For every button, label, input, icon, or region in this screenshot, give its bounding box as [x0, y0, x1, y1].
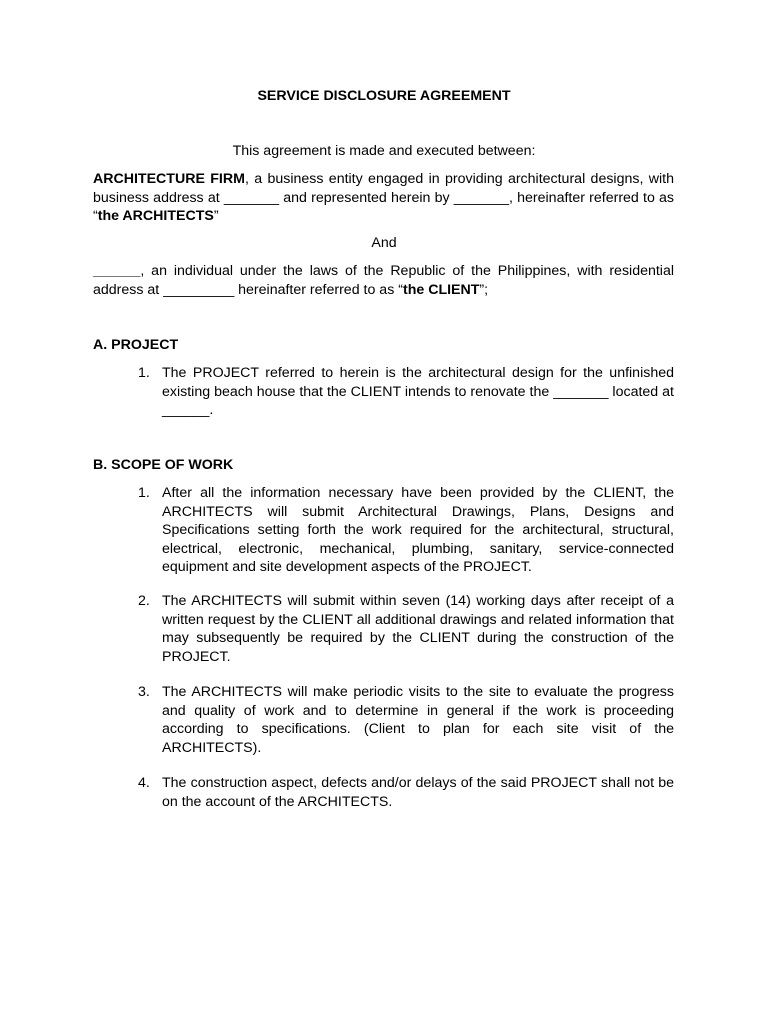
- party-architects-close-quote: ”: [213, 208, 219, 224]
- item-number: 1.: [138, 365, 150, 381]
- party-architects-name: ARCHITECTURE FIRM: [93, 171, 245, 187]
- item-number: 2.: [138, 593, 150, 609]
- party-architects-paragraph: [93, 170, 674, 226]
- item-text: The ARCHITECTS will make periodic visits to the site to evaluate the progress and quality of work and to determine in general if the work is proceeding according to specifications. (Client to plan for each site visit of the ARCHITECTS).: [162, 684, 674, 756]
- item-number: 4.: [138, 775, 150, 791]
- section-b-item: [138, 774, 674, 811]
- item-text: The PROJECT referred to herein is the architectural design for the unfinished existing beach house that the CLIENT intends to renovate the _______ located at ______.: [162, 365, 674, 418]
- item-number: 1.: [138, 485, 150, 501]
- item-text: The ARCHITECTS will submit within seven (14) working days after receipt of a written request by the CLIENT all additional drawings and related information that may subsequently be required by the CLIENT during the construction of the PROJECT.: [162, 593, 674, 665]
- party-client-name: ______: [93, 263, 141, 279]
- party-architects-alias: the ARCHITECTS: [97, 208, 214, 224]
- and-separator: And: [371, 235, 397, 251]
- section-b-item: [138, 592, 674, 666]
- party-client-alias: the CLIENT: [402, 281, 480, 298]
- item-text: The construction aspect, defects and/or delays of the said PROJECT shall not be on the account of the ARCHITECTS.: [162, 775, 674, 810]
- item-text: After all the information necessary have been provided by the CLIENT, the ARCHITECTS will submit Architectural Drawings, Plans, Designs and Specifications setting forth the work required for the architectural, structural, electrical, electronic, mechanical, plumbing, sanitary, service-connected equipment and site development aspects of the PROJECT.: [162, 485, 674, 575]
- section-a-heading: A. PROJECT: [93, 337, 179, 353]
- section-b-item: [138, 683, 674, 757]
- section-b-item: [138, 484, 674, 577]
- item-number: 3.: [138, 684, 150, 700]
- party-client-close-quote: ”;: [479, 281, 489, 298]
- document-title: SERVICE DISCLOSURE AGREEMENT: [257, 88, 511, 104]
- party-client-paragraph: [93, 262, 674, 299]
- intro-line: This agreement is made and executed between:: [232, 143, 536, 159]
- section-a-item: [138, 364, 674, 420]
- party-architects-text: , a business entity engaged in providing architectural designs, with business address at _______ and represented herein by _______, hereinafter referred to as “: [93, 171, 674, 224]
- section-b-heading: B. SCOPE OF WORK: [93, 457, 234, 473]
- party-client-text: , an individual under the laws of the Republic of the Philippines, with residential address at _________ hereinafter referred to as “: [93, 263, 674, 298]
